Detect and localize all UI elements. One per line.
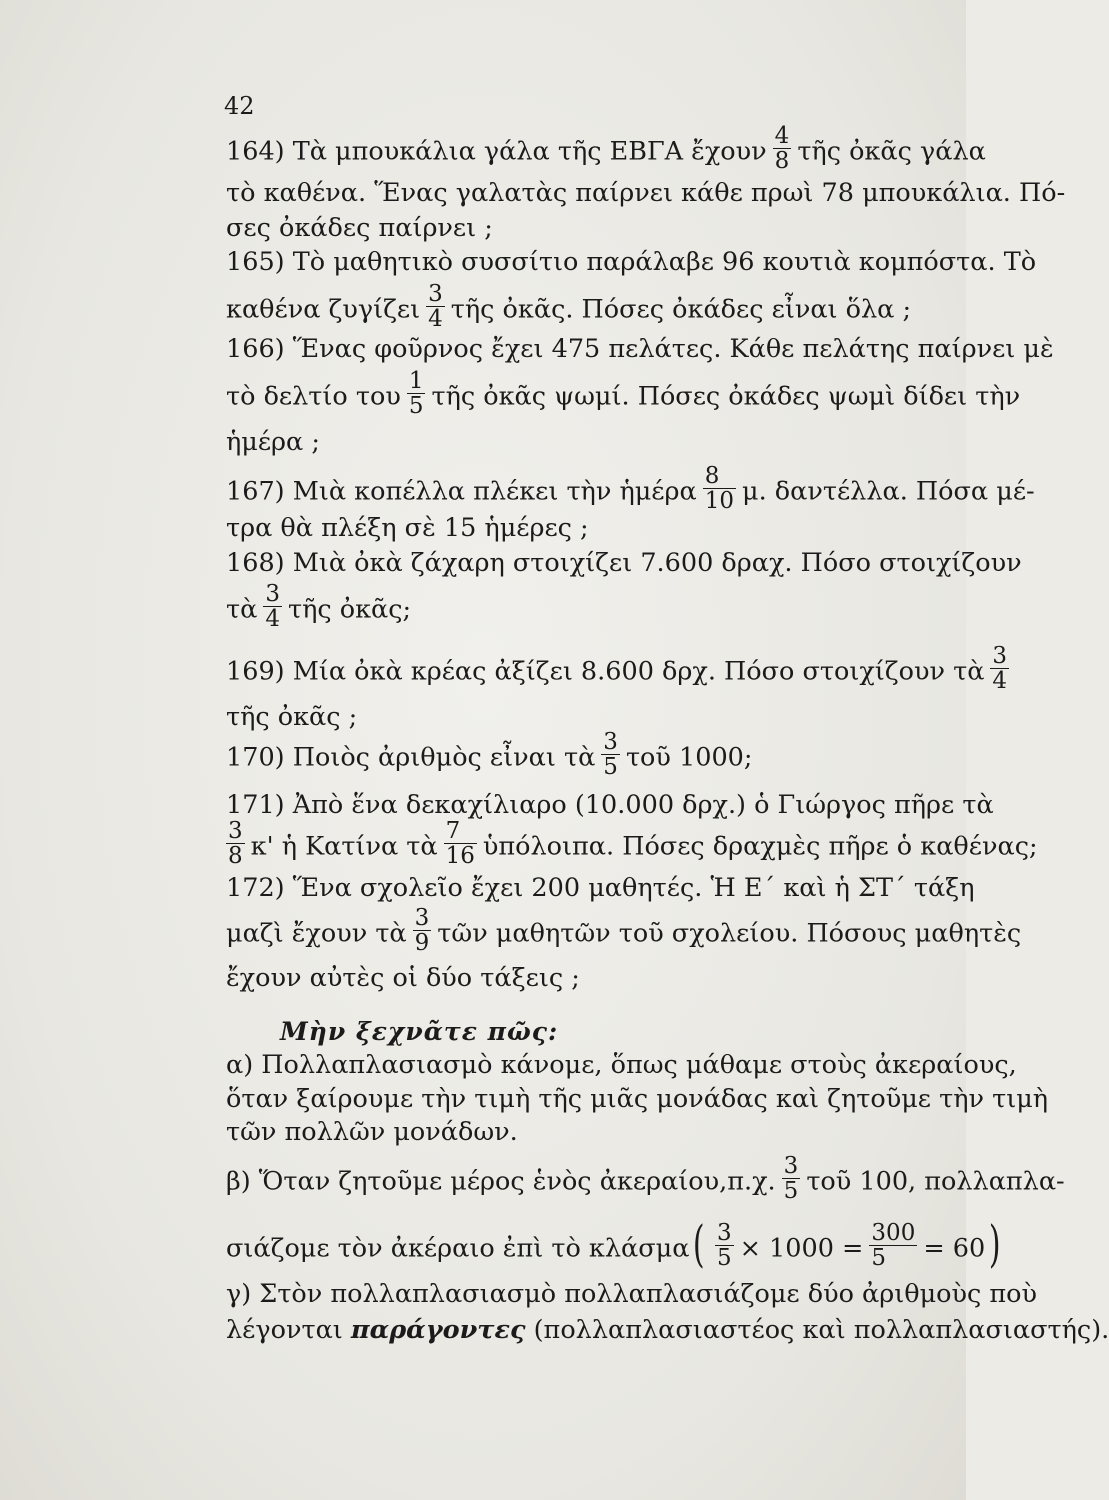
page-number: 42 <box>224 92 255 120</box>
rule-alpha-line1: α) Πολλαπλασιασμὸ κάνομε, ὅπως μάθαμε στοὺς ἀκεραίους, <box>226 1050 1017 1080</box>
fraction-3-5: $\frac{3}{5}$ <box>783 1153 799 1204</box>
rule-gamma-line1: γ) Στὸν πολλαπλασιασμὸ πολλαπλασιάζομε δύο ἀριθμοὺς ποὺ <box>226 1279 1038 1309</box>
fraction-1-5: $\frac{1}{5}$ <box>408 368 424 419</box>
fraction-4-8: $\frac{4}{8}$ <box>774 123 790 174</box>
exercise-164-line3: σες ὀκάδες παίρνει ; <box>226 213 493 243</box>
rule-alpha-line2: ὅταν ξαίρουμε τὴν τιμὴ τῆς μιᾶς μονάδας καὶ ζητοῦμε τὴν τιμὴ <box>226 1084 1049 1114</box>
exercise-170: 170) Ποιὸς ἀριθμὸς εἶναι τὰ $\frac{3}{5}$ τοῦ 1000; <box>226 729 753 780</box>
exercise-171-line1: 171) Ἀπὸ ἕνα δεκαχίλιαρο (10.000 δρχ.) ὁ Γιώργος πῆρε τὰ <box>226 790 994 820</box>
left-parenthesis: ( <box>693 1214 706 1273</box>
fraction-300-5: $\frac{300}{5}$ <box>871 1220 916 1271</box>
rule-gamma-line2: λέγονται παράγοντες (πολλαπλασιαστέος καὶ πολλαπλασιαστής). <box>226 1315 1109 1345</box>
fraction-8-10: $\frac{8}{10}$ <box>704 463 734 514</box>
fraction-3-4: $\frac{3}{4}$ <box>428 281 443 332</box>
right-parenthesis: ) <box>989 1214 1001 1273</box>
reminder-heading: Μὴν ξεχνᾶτε πῶς: <box>280 1017 559 1046</box>
exercise-172-line3: ἔχουν αὐτὲς οἱ δύο τάξεις ; <box>226 963 580 993</box>
exercise-168-line2: τὰ $\frac{3}{4}$ τῆς ὀκᾶς; <box>226 581 412 632</box>
exercise-171-line2: $\frac{3}{8}$ κ' ἡ Κατίνα τὰ $\frac{7}{16}$ ὑπόλοιπα. Πόσες δραχμὲς πῆρε ὁ καθένας; <box>228 818 1038 869</box>
exercise-165-line2: καθένα ζυγίζει $\frac{3}{4}$ τῆς ὀκᾶς. Πόσες ὀκάδες εἶναι ὅλα ; <box>226 281 912 332</box>
rule-alpha-line3: τῶν πολλῶν μονάδων. <box>226 1117 518 1147</box>
exercise-167-line1: 167) Μιὰ κοπέλλα πλέκει τὴν ἡμέρα $\frac{8}{10}$ μ. δαντέλλα. Πόσα μέ- <box>226 463 1035 514</box>
exercise-172-line1: 172) Ἕνα σχολεῖο ἔχει 200 μαθητές. Ἡ Ε΄ καὶ ἡ ΣΤ΄ τάξη <box>226 873 975 903</box>
exercise-168-line1: 168) Μιὰ ὀκὰ ζάχαρη στοιχίζει 7.600 δραχ. Πόσο στοιχίζουν <box>226 548 1022 578</box>
rule-beta-line1: β) Ὅταν ζητοῦμε μέρος ἑνὸς ἀκεραίου,π.χ. $\frac{3}{5}$ τοῦ 100, πολλαπλα- <box>226 1153 1065 1204</box>
rule-beta-line2: σιάζομε τὸν ἀκέραιο ἐπὶ τὸ κλάσμα( $\frac{3}{5}$ × 1000 = $\frac{300}{5}$ = 60) <box>226 1214 1001 1273</box>
exercise-164-line1: 164) Τὰ μπουκάλια γάλα τῆς ΕΒΓΑ ἔχουν $\frac{4}{8}$ τῆς ὀκᾶς γάλα <box>226 123 986 174</box>
fraction-3-4: $\frac{3}{4}$ <box>265 581 280 632</box>
exercise-172-line2: μαζὶ ἔχουν τὰ $\frac{3}{9}$ τῶν μαθητῶν τοῦ σχολείου. Πόσους μαθητὲς <box>226 905 1022 956</box>
exercise-169-line2: τῆς ὀκᾶς ; <box>226 702 358 732</box>
exercise-165-line1: 165) Τὸ μαθητικὸ συσσίτιο παράλαβε 96 κουτιὰ κομπόστα. Τὸ <box>226 247 1037 277</box>
exercise-166-line1: 166) Ἕνας φοῦρνος ἔχει 475 πελάτες. Κάθε πελάτης παίρνει μὲ <box>226 334 1054 364</box>
fraction-3-9: $\frac{3}{9}$ <box>414 905 430 956</box>
exercise-166-line3: ἡμέρα ; <box>226 427 320 457</box>
fraction-3-5: $\frac{3}{5}$ <box>716 1220 732 1271</box>
exercise-169-line1: 169) Μία ὀκὰ κρέας ἀξίζει 8.600 δρχ. Πόσο στοιχίζουν τὰ $\frac{3}{4}$ <box>226 643 1008 694</box>
fraction-3-8: $\frac{3}{8}$ <box>228 818 243 869</box>
bold-term-factors: παράγοντες <box>350 1315 526 1345</box>
fraction-7-16: $\frac{7}{16}$ <box>445 818 475 869</box>
exercise-164-line2: τὸ καθένα. Ἕνας γαλατὰς παίρνει κάθε πρωὶ 78 μπουκάλια. Πό- <box>226 178 1066 208</box>
exercise-166-line2: τὸ δελτίο του $\frac{1}{5}$ τῆς ὀκᾶς ψωμί. Πόσες ὀκάδες ψωμὶ δίδει τὴν <box>226 368 1021 419</box>
fraction-3-4: $\frac{3}{4}$ <box>992 643 1008 694</box>
exercise-167-line2: τρα θὰ πλέξη σὲ 15 ἡμέρες ; <box>226 513 589 543</box>
fraction-3-5: $\frac{3}{5}$ <box>603 729 618 780</box>
